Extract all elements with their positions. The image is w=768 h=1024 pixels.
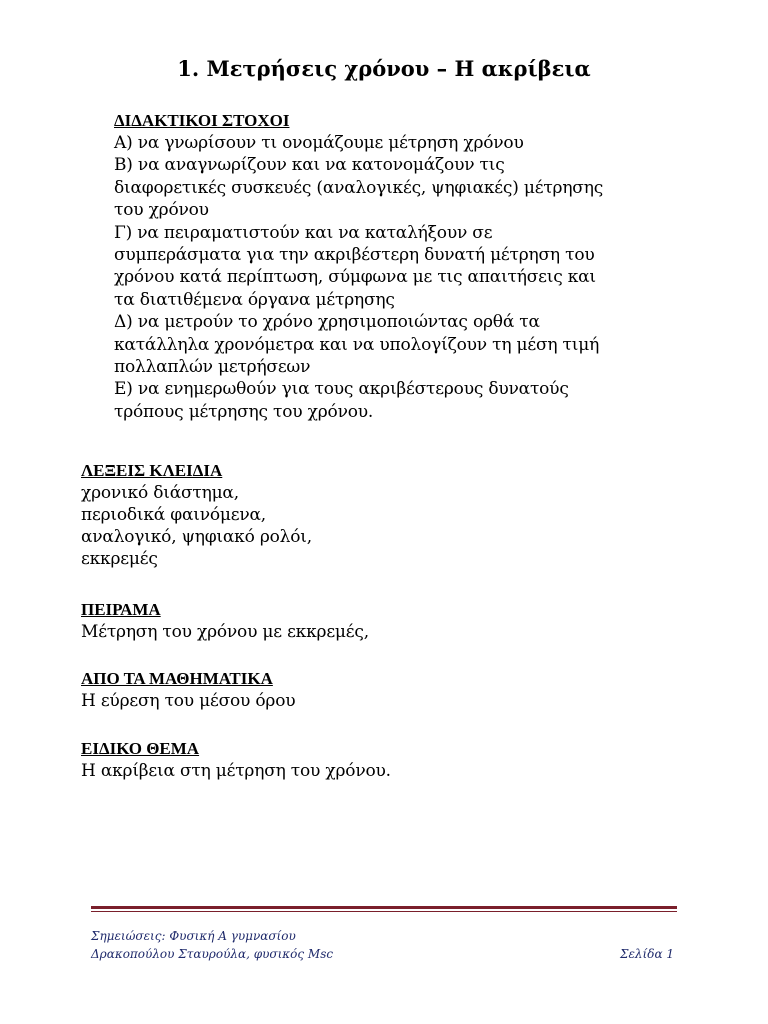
math-section — [81, 668, 681, 712]
objective-line: διαφορετικές συσκευές (αναλογικές, ψηφιακές) μέτρησης — [114, 177, 604, 198]
objective-line: συμπεράσματα για την ακριβέστερη δυνατή μέτρηση του — [114, 245, 595, 266]
objective-line: Ε) να ενημερωθούν για τους ακριβέστερους δυνατούς — [114, 379, 569, 400]
objective-line: Α) να γνωρίσουν τι ονομάζουμε μέτρηση χρόνου — [114, 133, 524, 153]
keyword-line: περιοδικά φαινόμενα, — [81, 505, 266, 525]
footer-page-number: Σελίδα 1 — [619, 947, 674, 961]
objective-line: Δ) να μετρούν το χρόνο χρησιμοποιώντας ορθά τα — [114, 312, 540, 333]
keyword-line: αναλογικό, ψηφιακό ρολόι, — [81, 527, 312, 547]
keywords-heading: ΛΕΞΕΙΣ ΚΛΕΙΔΙΑ — [81, 461, 223, 480]
footer-author: Δρακοπούλου Σταυρούλα, φυσικός Msc — [91, 947, 334, 961]
experiment-heading: ΠΕΙΡΑΜΑ — [81, 600, 161, 619]
objective-line: χρόνου κατά περίπτωση, σύμφωνα με τις απαιτήσεις και — [114, 267, 596, 288]
page-title: 1. Μετρήσεις χρόνου – Η ακρίβεια — [177, 56, 591, 81]
footer-notes: Σημειώσεις: Φυσική Α γυμνασίου — [91, 929, 296, 943]
special-topic-line: Η ακρίβεια στη μέτρηση του χρόνου. — [81, 761, 391, 781]
keyword-line: εκκρεμές — [81, 549, 158, 569]
footer-divider-thick — [91, 906, 677, 909]
objectives-section — [114, 110, 694, 423]
experiment-line: Μέτρηση του χρόνου με εκκρεμές, — [81, 622, 369, 642]
objective-line: Γ) να πειραματιστούν και να καταλήξουν σε — [114, 222, 493, 243]
keywords-section — [81, 460, 681, 570]
objective-line: του χρόνου — [114, 200, 209, 221]
experiment-section — [81, 599, 681, 643]
objective-line: τα διατιθέμενα όργανα μέτρησης — [114, 289, 395, 310]
objective-line: πολλαπλών μετρήσεων — [114, 357, 311, 378]
math-heading: ΑΠΟ ΤΑ ΜΑΘΗΜΑΤΙΚΑ — [81, 669, 273, 688]
keyword-line: χρονικό διάστημα, — [81, 483, 239, 503]
math-line: Η εύρεση του μέσου όρου — [81, 691, 296, 711]
objectives-heading: ΔΙΔΑΚΤΙΚΟΙ ΣΤΟΧΟΙ — [114, 111, 290, 130]
special-topic-section — [81, 738, 681, 782]
objective-line: Β) να αναγνωρίζουν και να κατονομάζουν τις — [114, 155, 505, 176]
objective-line: τρόπους μέτρησης του χρόνου. — [114, 401, 374, 422]
special-topic-heading: ΕΙΔΙΚΟ ΘΕΜΑ — [81, 739, 200, 758]
footer-divider-thin — [91, 911, 677, 912]
objective-line: κατάλληλα χρονόμετρα και να υπολογίζουν τη μέση τιμή — [114, 334, 600, 355]
